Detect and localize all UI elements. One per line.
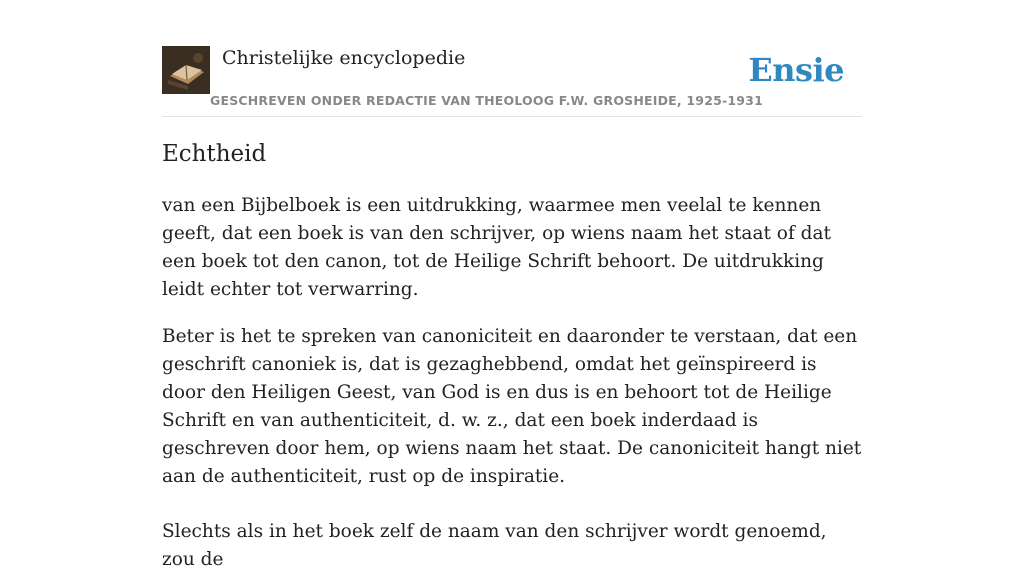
article-title: Echtheid: [162, 141, 267, 167]
article-paragraph: Slechts als in het boek zelf de naam van den schrijver wordt genoemd, zou de: [162, 521, 827, 570]
site-header: [162, 46, 862, 117]
site-title[interactable]: Christelijke encyclopedie: [222, 47, 466, 69]
article-content: [162, 136, 862, 574]
article-paragraph: van een Bijbelboek is een uitdrukking, waarmee men veelal te kennen geeft, dat een boek is van den schrijver, op wiens naam het staat of dat een boek tot den canon, tot de Heilige Schrift behoort. De uitdrukking leidt echter tot verwarring.: [162, 195, 831, 300]
article-paragraph: Beter is het te spreken van canoniciteit en daaronder te verstaan, dat een geschrift canoniek is, dat is gezaghebbend, omdat het geïnspireerd is door den Heiligen Geest, van God is en dus is en behoort tot de Heilige Schrift en van authenticiteit, d. w. z., dat een boek inderdaad is geschreven door hem, op wiens naam het staat. De canoniciteit hangt niet aan de authenticiteit, rust op de inspiratie.: [162, 326, 862, 487]
brand-logo[interactable]: Ensie: [748, 51, 844, 89]
site-subtitle: GESCHREVEN ONDER REDACTIE VAN THEOLOOG F.W. GROSHEIDE, 1925-1931: [210, 93, 763, 108]
book-photo-icon[interactable]: [162, 46, 210, 94]
